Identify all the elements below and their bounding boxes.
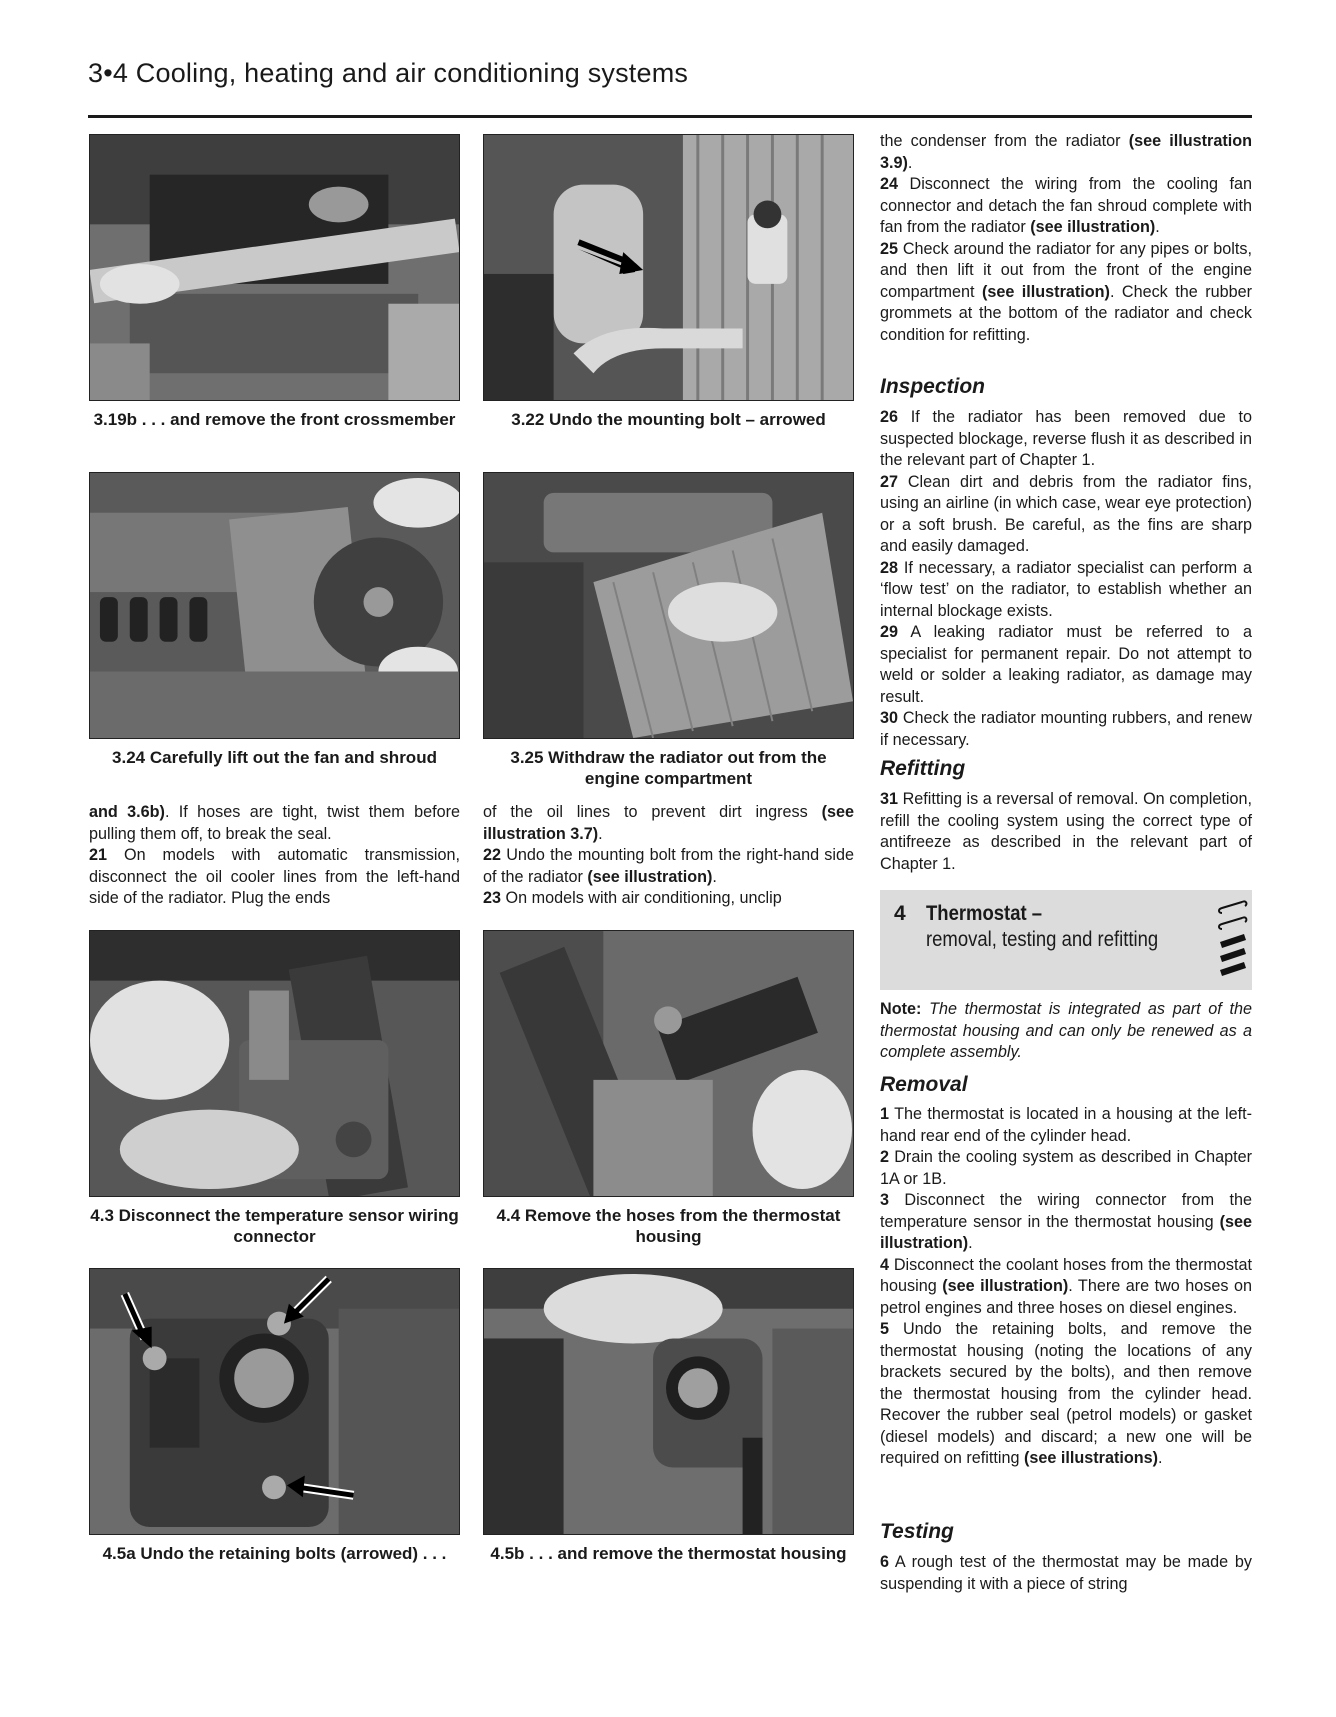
refitting-text: 31 Refitting is a reversal of removal. On completion, refill the cooling system using the correct type of antifreeze as described in the relevant part of Chapter 1. bbox=[880, 790, 1252, 873]
caption-4-5a bbox=[89, 1543, 460, 1564]
left-column-text: and 3.6b). If hoses are tight, twist them before pulling them off, to break the seal. 21 On models with automatic transmission, disconnect the oil cooler lines from the left-hand side of the radiator. Plug the ends bbox=[89, 803, 460, 907]
heading-testing: Testing bbox=[880, 1520, 954, 1543]
caption-number: 4.4 bbox=[496, 1206, 521, 1225]
caption-text: Withdraw the radiator out from the engine compartment bbox=[543, 748, 827, 788]
page-header bbox=[88, 58, 1252, 118]
caption-3-25 bbox=[483, 747, 854, 789]
caption-number: 3.24 bbox=[112, 748, 146, 767]
caption-4-4 bbox=[483, 1205, 854, 1247]
caption-3-22 bbox=[483, 409, 854, 430]
page-title: 3•4 Cooling, heating and air conditioning systems bbox=[88, 58, 689, 88]
photo-4-4 bbox=[483, 930, 854, 1197]
caption-number: 3.19b bbox=[93, 410, 138, 429]
caption-text: Remove the hoses from the thermostat housing bbox=[520, 1206, 841, 1246]
photo-4-5b bbox=[483, 1268, 854, 1535]
caption-3-24 bbox=[89, 747, 460, 768]
arrow-icon bbox=[484, 135, 853, 400]
caption-number: 3.22 bbox=[511, 410, 545, 429]
caption-4-5b bbox=[483, 1543, 854, 1564]
caption-text: Carefully lift out the fan and shroud bbox=[145, 748, 437, 767]
section-subtitle: removal, testing and refitting bbox=[926, 928, 1159, 951]
photo-4-5a bbox=[89, 1268, 460, 1535]
caption-number: 3.25 bbox=[510, 748, 544, 767]
photo-3-24 bbox=[89, 472, 460, 739]
inspection-text: 26 If the radiator has been removed due to suspected blockage, reverse flush it as described in the relevant part of Chapter 1. 27 Clean dirt and debris from the radiator fins, using an airline (in which case, wear eye protection) or a soft brush. Be careful, as the fins are sharp and easily damaged. 28 If necessary, a radiator specialist can perform a ‘flow test’ on the radiator, to establish whether an internal blockage exists. 29 A leaking radiator must be referred to a specialist for permanent repair. Do not attempt to weld or solder a leaking radiator, as damage may result. 30 Check the radiator mounting rubbers, and renew if necessary. bbox=[880, 408, 1252, 749]
caption-text: . . . and remove the front crossmember bbox=[137, 410, 456, 429]
right-column-intro: the condenser from the radiator (see illustration 3.9). 24 Disconnect the wiring from the cooling fan connector and detach the fan shroud complete with fan from the radiator (see illustration). 25 Check around the radiator for any pipes or bolts, and then lift it out from the front of the engine compartment (see illustration). Check the rubber grommets at the bottom of the radiator and check condition for refitting. bbox=[880, 132, 1253, 344]
caption-text: Undo the mounting bolt – arrowed bbox=[544, 410, 826, 429]
caption-text: . . . and remove the thermostat housing bbox=[524, 1544, 847, 1563]
note-text: Note: The thermostat is integrated as part of the thermostat housing and can only be renewed as a complete assembly. bbox=[880, 1000, 1252, 1061]
caption-text: Undo the retaining bolts (arrowed) . . . bbox=[135, 1544, 447, 1563]
caption-text: Disconnect the temperature sensor wiring connector bbox=[113, 1206, 459, 1246]
section-number: 4 bbox=[894, 902, 906, 925]
caption-number: 4.5b bbox=[490, 1544, 525, 1563]
caption-number: 4.3 bbox=[90, 1206, 114, 1225]
caption-4-3 bbox=[89, 1205, 460, 1247]
section-title: Thermostat – bbox=[926, 902, 1043, 925]
removal-text: 1 The thermostat is located in a housing at the left-hand rear end of the cylinder head. 2 Drain the cooling system as described in Chapter 1A or 1B. 3 Disconnect the wiring connector from the temperature sensor in the thermostat housing (see illustration). 4 Disconnect the coolant hoses from the thermostat housing (see illustration). There are two hoses on petrol engines and three hoses on diesel engines. 5 Undo the retaining bolts, and remove the thermostat housing (noting the locations of any brackets secured by the bolts), and then remove the thermostat housing from the cylinder head. Recover the rubber seal (petrol models) or gasket (diesel models) and discard; a new one will be required on refitting (see illustrations). bbox=[880, 1105, 1252, 1467]
heading-inspection: Inspection bbox=[880, 375, 986, 398]
heading-refitting: Refitting bbox=[880, 757, 966, 780]
caption-3-19b bbox=[89, 409, 460, 430]
testing-text: 6 A rough test of the thermostat may be made by suspending it with a piece of string bbox=[880, 1553, 1252, 1593]
caption-number: 4.5a bbox=[102, 1544, 136, 1563]
arrow-icon bbox=[90, 1269, 459, 1534]
wrench-rating-icon bbox=[1218, 900, 1248, 982]
heading-removal: Removal bbox=[880, 1073, 968, 1096]
section-heading-box bbox=[880, 890, 1252, 990]
photo-3-19b bbox=[89, 134, 460, 401]
photo-4-3 bbox=[89, 930, 460, 1197]
middle-column-text: of the oil lines to prevent dirt ingress (see illustration 3.7). 22 Undo the mounting bolt from the right-hand side of the radiator (see illustration). 23 On models with air conditioning, unclip bbox=[483, 803, 854, 907]
photo-3-22 bbox=[483, 134, 854, 401]
photo-3-25 bbox=[483, 472, 854, 739]
